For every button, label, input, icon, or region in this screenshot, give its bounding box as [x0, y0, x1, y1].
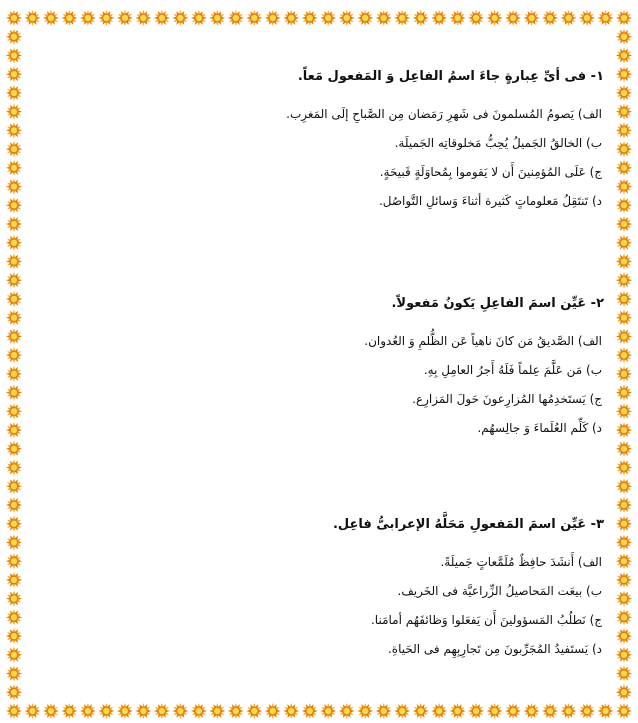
sun-flower-icon	[579, 703, 595, 719]
sun-flower-icon	[616, 534, 632, 550]
sun-flower-icon	[6, 104, 22, 120]
sun-flower-icon	[228, 703, 244, 719]
question-3-option-b: ب) بیعَت المَحاصیلُ الزِّراعیَّة فی الخَریف.	[397, 584, 602, 598]
sun-flower-icon	[616, 47, 632, 63]
sun-flower-icon	[394, 10, 410, 26]
sun-flower-icon	[6, 591, 22, 607]
sun-flower-icon	[524, 703, 540, 719]
sun-flower-icon	[616, 385, 632, 401]
sun-flower-icon	[191, 10, 207, 26]
question-1-title: ١- فی أیِّ عِبارةٍ جاءَ اسمُ الفاعِل وَ المَفعول مَعاً.	[297, 69, 604, 84]
sun-flower-icon	[6, 141, 22, 157]
sun-flower-icon	[413, 703, 429, 719]
sun-flower-icon	[376, 703, 392, 719]
sun-flower-icon	[616, 10, 632, 26]
sun-flower-icon	[6, 460, 22, 476]
sun-flower-icon	[6, 609, 22, 625]
sun-flower-icon	[6, 684, 22, 700]
sun-flower-icon	[6, 216, 22, 232]
sun-flower-icon	[6, 10, 22, 26]
sun-flower-icon	[265, 10, 281, 26]
sun-flower-icon	[616, 441, 632, 457]
question-3-option-c: ج) نَطلُبُ المَسؤولینَ أَن یَفعَلوا وَظائفَهُم أمامَنا.	[370, 613, 602, 627]
sun-flower-icon	[616, 403, 632, 419]
sun-flower-icon	[616, 216, 632, 232]
sun-flower-icon	[6, 647, 22, 663]
question-2-option-c: ج) یَستَخدِمُها المُزارِعونَ حَولَ المَزارِع.	[412, 392, 602, 406]
sun-flower-icon	[6, 291, 22, 307]
sun-flower-icon	[357, 10, 373, 26]
sun-flower-icon	[616, 572, 632, 588]
sun-flower-icon	[61, 703, 77, 719]
sun-flower-icon	[542, 10, 558, 26]
sun-flower-icon	[6, 85, 22, 101]
sun-flower-icon	[246, 10, 262, 26]
sun-flower-icon	[302, 703, 318, 719]
sun-flower-icon	[61, 10, 77, 26]
sun-flower-icon	[616, 553, 632, 569]
sun-flower-icon	[542, 703, 558, 719]
sun-flower-icon	[117, 10, 133, 26]
sun-flower-icon	[616, 66, 632, 82]
sun-flower-icon	[616, 235, 632, 251]
sun-flower-icon	[339, 10, 355, 26]
sun-flower-icon	[616, 29, 632, 45]
sun-flower-icon	[6, 66, 22, 82]
sun-flower-icon	[98, 10, 114, 26]
sun-flower-icon	[172, 703, 188, 719]
question-1-option-b: ب) الخالقُ الجَمیلُ یُحِبُّ مَخلوقاتِه الجَمیلَة.	[394, 136, 602, 150]
sun-flower-icon	[6, 122, 22, 138]
sun-flower-icon	[616, 591, 632, 607]
question-1	[34, 62, 604, 216]
sun-flower-icon	[616, 347, 632, 363]
sun-flower-icon	[6, 47, 22, 63]
question-2-option-d: د) کَلِّم العُلَماءَ وَ جالِسهُم.	[477, 421, 602, 435]
sun-flower-icon	[135, 10, 151, 26]
sun-flower-icon	[616, 497, 632, 513]
sun-flower-icon	[468, 703, 484, 719]
sun-flower-icon	[431, 703, 447, 719]
sun-flower-icon	[616, 291, 632, 307]
sun-flower-icon	[283, 703, 299, 719]
sun-flower-icon	[6, 516, 22, 532]
sun-flower-icon	[616, 478, 632, 494]
sun-flower-icon	[616, 179, 632, 195]
question-3-title: ٣- عَیِّن اسمَ المَفعولِ مَحَلَّهُ الإعرابیُّ فاعِل.	[332, 517, 604, 532]
sun-flower-icon	[394, 703, 410, 719]
question-1-option-c: ج) عَلَی المُؤمِنینَ أَن لا یَقوموا بِمُحاوَلَةٍ قَبیحَةٍ.	[379, 165, 602, 179]
sun-flower-icon	[616, 647, 632, 663]
sun-flower-icon	[616, 422, 632, 438]
sun-flower-icon	[339, 703, 355, 719]
sun-flower-icon	[6, 29, 22, 45]
question-3-option-d: د) یَستَفیدُ المُجَرِّبونَ مِن تَجارِبِهِم فی الحَیاةِ.	[387, 642, 602, 656]
sun-flower-icon	[616, 310, 632, 326]
sun-flower-icon	[616, 85, 632, 101]
sun-flower-icon	[191, 703, 207, 719]
sun-flower-icon	[561, 10, 577, 26]
sun-flower-icon	[24, 10, 40, 26]
sun-flower-icon	[80, 10, 96, 26]
sun-flower-icon	[431, 10, 447, 26]
sun-flower-icon	[616, 366, 632, 382]
sun-flower-icon	[6, 441, 22, 457]
sun-flower-icon	[6, 197, 22, 213]
sun-flower-icon	[616, 703, 632, 719]
sun-flower-icon	[6, 572, 22, 588]
sun-flower-icon	[487, 10, 503, 26]
sun-flower-icon	[616, 160, 632, 176]
sun-flower-icon	[6, 272, 22, 288]
question-3	[34, 510, 604, 664]
sun-flower-icon	[154, 703, 170, 719]
sun-flower-icon	[6, 422, 22, 438]
question-2-title: ٢- عَیِّن اسمَ الفاعِلِ یَکونُ مَفعولاً.	[391, 296, 604, 311]
sun-flower-icon	[117, 703, 133, 719]
sun-flower-icon	[616, 609, 632, 625]
sun-flower-icon	[98, 703, 114, 719]
sun-flower-icon	[6, 235, 22, 251]
sun-flower-icon	[172, 10, 188, 26]
sun-flower-icon	[357, 703, 373, 719]
sun-flower-icon	[6, 628, 22, 644]
sun-flower-icon	[616, 328, 632, 344]
sun-flower-icon	[283, 10, 299, 26]
sun-flower-icon	[6, 534, 22, 550]
sun-flower-icon	[6, 328, 22, 344]
sun-flower-icon	[302, 10, 318, 26]
sun-flower-icon	[6, 666, 22, 682]
sun-flower-icon	[6, 310, 22, 326]
sun-flower-icon	[616, 666, 632, 682]
question-2-option-a: الف) الصَّدیقُ مَن کانَ ناهیاً عَن الظُّلمِ وَ العُدوان.	[364, 334, 602, 348]
sun-flower-icon	[598, 10, 614, 26]
sun-flower-icon	[6, 553, 22, 569]
sun-flower-icon	[616, 628, 632, 644]
sun-flower-icon	[505, 703, 521, 719]
sun-flower-icon	[616, 684, 632, 700]
sun-flower-icon	[209, 10, 225, 26]
sun-flower-icon	[209, 703, 225, 719]
sun-flower-icon	[616, 253, 632, 269]
sun-flower-icon	[6, 160, 22, 176]
sun-flower-icon	[6, 253, 22, 269]
sun-flower-icon	[320, 703, 336, 719]
sun-flower-icon	[228, 10, 244, 26]
sun-flower-icon	[598, 703, 614, 719]
sun-flower-icon	[616, 122, 632, 138]
sun-flower-icon	[413, 10, 429, 26]
sun-flower-icon	[135, 703, 151, 719]
sun-flower-icon	[80, 703, 96, 719]
sun-flower-icon	[505, 10, 521, 26]
exercise-sheet	[34, 62, 604, 683]
sun-flower-icon	[154, 10, 170, 26]
sun-flower-icon	[450, 703, 466, 719]
question-2	[34, 289, 604, 443]
sun-flower-icon	[616, 104, 632, 120]
question-1-option-a: الف) یَصومُ المُسلمونَ فی شَهرِ رَمَضان مِن الصَّباحِ إلَی المَغرِب.	[286, 107, 602, 121]
sun-flower-icon	[6, 703, 22, 719]
sun-flower-icon	[320, 10, 336, 26]
question-2-option-b: ب) مَن عَلَّمَ عِلماً فَلَهُ أَجرُ العامِلِ بِهِ.	[423, 363, 602, 377]
sun-flower-icon	[6, 385, 22, 401]
sun-flower-icon	[616, 197, 632, 213]
sun-flower-icon	[487, 703, 503, 719]
sun-flower-icon	[6, 497, 22, 513]
sun-flower-icon	[6, 366, 22, 382]
sun-flower-icon	[6, 179, 22, 195]
sun-flower-icon	[616, 516, 632, 532]
sun-flower-icon	[616, 141, 632, 157]
sun-flower-icon	[246, 703, 262, 719]
sun-flower-icon	[43, 703, 59, 719]
sun-flower-icon	[43, 10, 59, 26]
sun-flower-icon	[561, 703, 577, 719]
sun-flower-icon	[616, 272, 632, 288]
sun-flower-icon	[6, 403, 22, 419]
sun-flower-icon	[616, 460, 632, 476]
sun-flower-icon	[376, 10, 392, 26]
sun-flower-icon	[6, 347, 22, 363]
sun-flower-icon	[468, 10, 484, 26]
sun-flower-icon	[524, 10, 540, 26]
sun-flower-icon	[579, 10, 595, 26]
question-1-option-d: د) تَنتَقِلُ مَعلوماتٍ کَثیرة أثناءَ وَسائلِ التَّواصُل.	[378, 194, 602, 208]
sun-flower-icon	[450, 10, 466, 26]
question-3-option-a: الف) أَنشَدَ حافِظٌ مُلَمَّعاتٍ جَمیلَةً.	[440, 555, 602, 569]
sun-flower-icon	[6, 478, 22, 494]
sun-flower-icon	[265, 703, 281, 719]
sun-flower-icon	[24, 703, 40, 719]
